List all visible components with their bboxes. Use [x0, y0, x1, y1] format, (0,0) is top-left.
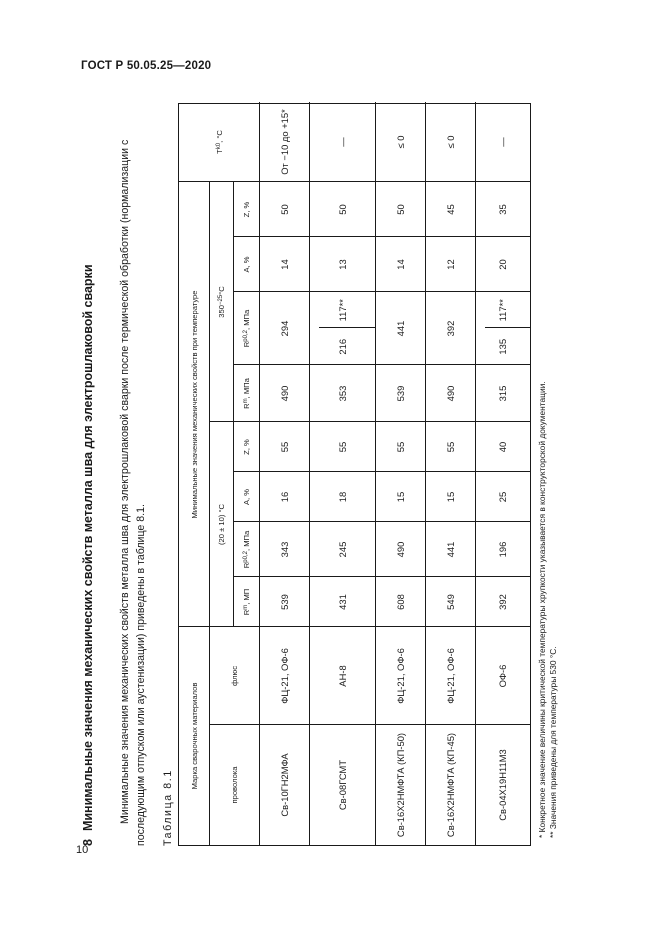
cell-a350: 20 [497, 259, 508, 270]
table-rule [259, 521, 530, 522]
cell-rp20: 441 [444, 541, 456, 558]
cell-wire: Св-16Х2НМФТА (КП-50) [394, 732, 406, 838]
cell-z350: 50 [394, 204, 406, 215]
cell-a20: 16 [278, 491, 290, 503]
table-rule [485, 328, 530, 329]
cell-z20: 55 [444, 441, 456, 453]
table-rule [259, 724, 530, 725]
rm-symbol: R [241, 609, 251, 616]
cell-a20: 15 [394, 491, 406, 503]
cell-z20: 40 [497, 441, 508, 453]
cell-rp20: 245 [336, 541, 348, 558]
table-rule [259, 421, 530, 422]
cell-a350: 12 [444, 259, 456, 270]
cell-flux: ФЦ-21, ОФ-6 [278, 648, 290, 704]
table-rule [319, 328, 375, 329]
table-rule [259, 291, 530, 292]
page-number: 10 [76, 844, 89, 856]
rm-unit: , МП [241, 588, 251, 605]
cell-rm350: 353 [336, 385, 348, 402]
cell-wire: Св-16Х2НМФТА (КП-45) [444, 732, 456, 838]
header-rp-20 [233, 522, 259, 577]
rp-symbol: R [241, 562, 251, 569]
table-rule [233, 576, 259, 577]
cell-rp350: 392 [444, 320, 456, 337]
rp-subscript: p0,2 [243, 551, 249, 563]
cell-rp20: 343 [278, 541, 290, 558]
cell-rp350-alt: 117** [497, 299, 508, 322]
rp-subscript: p0,2 [243, 330, 249, 342]
table-rule [179, 626, 259, 627]
temp-350-unit: °С [216, 286, 226, 295]
rp-unit: , МПа [241, 530, 251, 552]
cell-rp350: 135 [497, 338, 508, 355]
cell-wire: Св-08ГСМТ [336, 759, 348, 811]
temp-350-value: 350 [216, 305, 226, 318]
cell-rm20: 392 [497, 594, 508, 610]
section-paragraph: Минимальные значения механических свойств металла шва для электрошлаковой сварки после термической обработки (нормализации с последующим отпуском или аустенизации) приведены в таблице 8.1. [119, 139, 147, 846]
header-rm-350 [233, 365, 259, 422]
footnote-2: ** Значения приведены для температуры 530 °С. [548, 646, 558, 838]
tk-symbol: T [214, 149, 224, 154]
cell-rp20: 490 [394, 541, 406, 558]
table-rule [259, 471, 530, 472]
header-temp-20: (20 ± 10) °С [216, 504, 226, 545]
cell-rm350: 315 [497, 385, 508, 402]
cell-rp20: 196 [497, 541, 508, 558]
table-rule [233, 471, 259, 472]
cell-tk: ≤ 0 [444, 135, 456, 149]
header-wire: проволока [229, 766, 239, 804]
rm-unit: , МПа [241, 378, 251, 399]
cell-rp350: 216 [336, 338, 348, 355]
header-materials-group: Марка сварочных материалов [189, 682, 199, 790]
temp-350-tolerance: −25 [218, 294, 224, 306]
cell-rm350: 490 [444, 385, 456, 402]
cell-flux: АН-8 [336, 665, 348, 687]
cell-rm20: 431 [336, 594, 348, 610]
cell-rp350: 441 [394, 320, 406, 337]
cell-wire: Св-04Х19Н11М3 [497, 749, 508, 821]
standard-code: ГОСТ Р 50.05.25—2020 [81, 60, 212, 72]
table-rule [209, 182, 210, 845]
rm-subscript: m [243, 398, 249, 404]
table-rule [259, 626, 530, 627]
cell-a350: 14 [394, 259, 406, 270]
header-flux: флюс [229, 666, 239, 687]
table-footnotes [537, 98, 559, 838]
cell-a20: 25 [497, 491, 508, 503]
cell-flux: ОФ-6 [497, 664, 508, 688]
cell-z350: 50 [278, 204, 290, 215]
header-a-20: A, % [241, 488, 251, 506]
cell-wire: Св-10ГН2МФА [278, 753, 290, 817]
cell-z20: 55 [336, 441, 348, 453]
table-rule [259, 576, 530, 577]
cell-flux: ФЦ-21, ОФ-6 [394, 648, 406, 704]
tk-unit: , °С [214, 130, 224, 143]
header-rp-350 [233, 292, 259, 365]
cell-z350: 50 [336, 204, 348, 215]
table-rule [259, 236, 530, 237]
cell-flux: ФЦ-21, ОФ-6 [444, 648, 456, 704]
table-caption: Таблица 8.1 [162, 769, 174, 846]
rm-symbol: R [241, 403, 251, 409]
rp-symbol: R [241, 341, 251, 348]
cell-rm20: 608 [394, 594, 406, 610]
table-rule [233, 236, 259, 237]
cell-rp350-alt: 117** [336, 299, 348, 322]
cell-rm350: 539 [394, 385, 406, 402]
table-rule [233, 291, 259, 292]
header-z-20: Z, % [241, 439, 251, 455]
cell-z350: 35 [497, 204, 508, 215]
cell-tk: От −10 до +15* [278, 109, 290, 175]
properties-table [178, 103, 531, 846]
table-rule [259, 181, 530, 182]
header-min-values-group: Минимальные значения механических свойств при температуре [189, 290, 199, 519]
cell-z20: 55 [394, 441, 406, 453]
cell-tk: — [497, 137, 508, 147]
cell-a350: 14 [278, 259, 290, 270]
header-z-350: Z, % [241, 201, 251, 218]
cell-a350: 13 [336, 259, 348, 270]
table-rule [233, 521, 259, 522]
cell-a20: 18 [336, 491, 348, 503]
cell-tk: — [336, 137, 348, 147]
table-rule [209, 421, 259, 422]
cell-tk: ≤ 0 [394, 135, 406, 149]
cell-z20: 55 [278, 441, 290, 453]
header-temp-350 [209, 182, 233, 422]
header-rm-20 [233, 577, 259, 627]
header-tk [179, 102, 259, 182]
section-title: Минимальные значения механических свойств металла шва для электрошлаковой сварки [81, 264, 95, 832]
cell-rm20: 539 [278, 594, 290, 610]
cell-z350: 45 [444, 204, 456, 215]
rotated-page-content [80, 96, 580, 846]
table-rule [233, 182, 234, 627]
table-rule [233, 364, 259, 365]
cell-rp350: 294 [278, 320, 290, 337]
header-a-350: A, % [241, 256, 251, 273]
section-heading [80, 226, 96, 846]
tk-subscript: k0 [216, 142, 222, 150]
rm-subscript: m [243, 604, 249, 610]
cell-rm350: 490 [278, 385, 290, 402]
footnote-1: * Конкретное значение величины критической температуры хрупкости указывается в конструкторской документации. [537, 381, 547, 838]
rp-unit: , МПа [241, 309, 251, 331]
cell-a20: 15 [444, 491, 456, 503]
cell-rm20: 549 [444, 594, 456, 610]
table-rule [259, 364, 530, 365]
section-number: 8 [81, 839, 95, 846]
table-rule [209, 724, 259, 725]
table-rule [179, 181, 259, 182]
